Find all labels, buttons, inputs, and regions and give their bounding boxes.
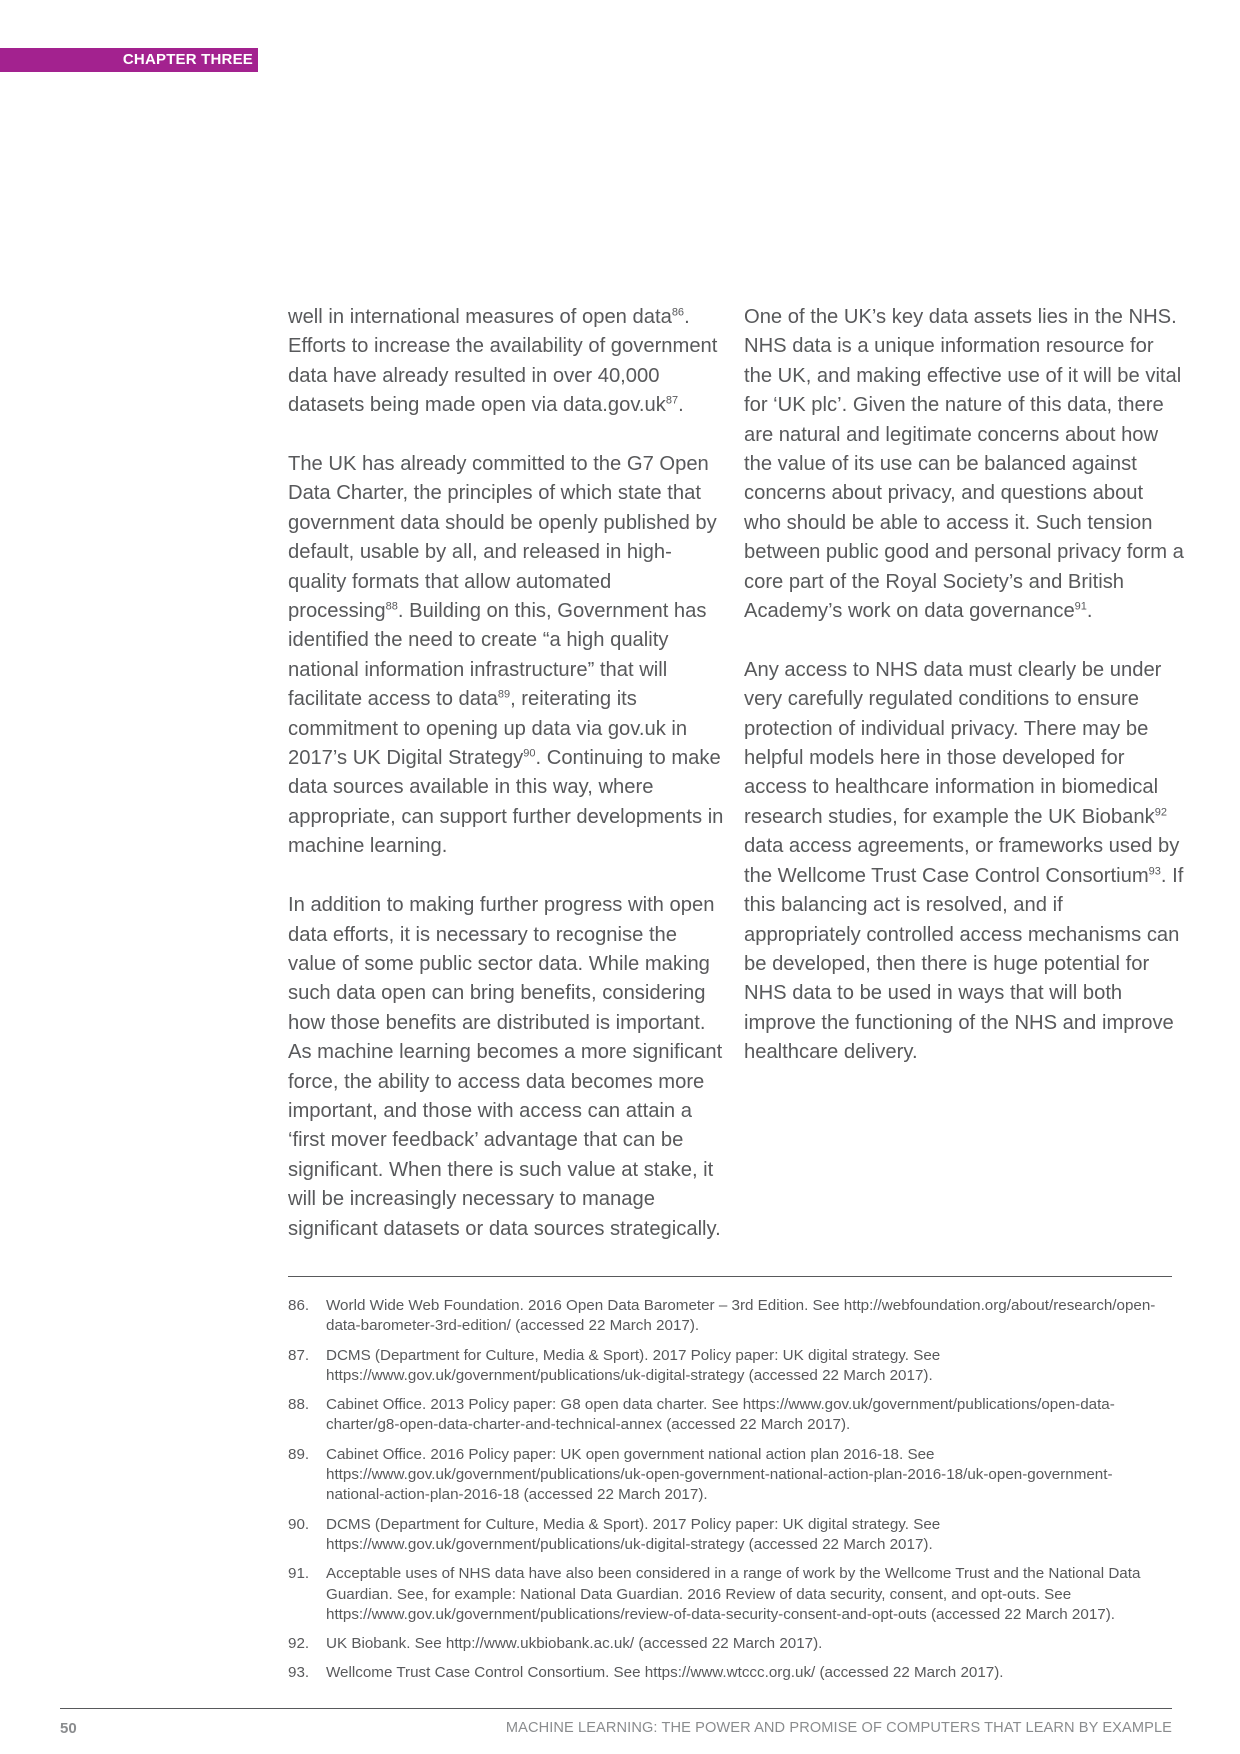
footnote-ref[interactable]: 93 [1148,865,1161,878]
footnote: 87. DCMS (Department for Culture, Media & Sport). 2017 Policy paper: UK digital strategy. See https://www.gov.uk/government/publications/uk-digital-strategy (accessed 22 March 2017). [288,1346,941,1384]
footnote-ref[interactable]: 87 [665,394,679,407]
footnote: 91. Acceptable uses of NHS data have also been considered in a range of work by the Wellcome Trust and the National Data Guardian. See, for example: National Data Guardian. 2016 Review of data security, consent, and opt-outs. See https://www.gov.uk/government/publications/review-of-data-security-consent-and-opt-outs (accessed 22 March 2017). [288,1565,1141,1623]
chapter-label: CHAPTER THREE [0,48,258,72]
footnote: 93. Wellcome Trust Case Control Consortium. See https://www.wtccc.org.uk/ (accessed 22 March 2017). [288,1664,1004,1682]
footnote: 89. Cabinet Office. 2016 Policy paper: UK open government national action plan 2016-18. See https://www.gov.uk/government/publications/uk-open-government-national-action-plan-2016-18/uk-open-government-national-action-plan-2016-18 (accessed 22 March 2017). [288,1445,1113,1504]
paragraph: In addition to making further progress with open data efforts, it is necessary to recognise the value of some public sector data. While making such data open can bring benefits, considering how those benefits are distributed is important. As machine learning becomes a more significant force, the ability to access data becomes more important, and those with access can attain a ‘first mover feedback’ advantage that can be significant. When there is such value at stake, it will be increasingly necessary to manage significant datasets or data sources strategically. [288,894,723,1240]
footnote-ref[interactable]: 86 [671,306,685,319]
footnote: 88. Cabinet Office. 2013 Policy paper: G8 open data charter. See https://www.gov.uk/government/publications/open-data-charter/g8-open-data-charter-and-technical-annex (accessed 22 March 2017). [288,1396,1115,1434]
footnote-list [288,1296,1168,1693]
paragraph: The UK has already committed to the G7 Open Data Charter, the principles of which state that government data should be openly published by default, usable by all, and released in high-quality formats that allow automated processing$^{88}$. Building on this, Government has identified the need to create “a high quality national information infrastructure” that will facilitate access to data$^{89}$, reiterating its commitment to opening up data via gov.uk in 2017’s UK Digital Strategy$^{90}$. Continuing to make data sources available in this way, where appropriate, can support further developments in machine learning. [288,453,724,858]
paragraph: well in international measures of open data$^{86}$. Efforts to increase the availability of government data have already resulted in over 40,000 datasets being made open via $data.gov.uk^{87}$. [288,306,718,417]
page-number: 50 [60,1720,77,1737]
footnote: 90. DCMS (Department for Culture, Media & Sport). 2017 Policy paper: UK digital strategy. See https://www.gov.uk/government/publications/uk-digital-strategy (accessed 22 March 2017). [288,1515,941,1553]
footnote-ref[interactable]: 89 [497,688,511,701]
footnote-ref[interactable]: 90 [523,747,536,760]
footnote-ref[interactable]: 92 [1154,806,1167,819]
paragraph: One of the UK’s key data assets lies in the NHS. NHS data is a unique information resource for the UK, and making effective use of it will be vital for ‘UK plc’. Given the nature of this data, there are natural and legitimate concerns about how the value of its use can be balanced against concerns about privacy, and questions about who should be able to access it. Such tension between public good and personal privacy form a core part of the Royal Society’s and British Academy’s work on data governance$^{91}$. [744,306,1184,623]
footnote-divider [288,1276,1172,1277]
footnote: 92. UK Biobank. See http://www.ukbiobank.ac.uk/ (accessed 22 March 2017). [288,1635,823,1653]
left-column [288,303,728,1273]
footnote-ref[interactable]: 91 [1074,600,1087,613]
footer-divider [60,1708,1172,1709]
right-column [744,303,1184,1097]
running-title: MACHINE LEARNING: THE POWER AND PROMISE OF COMPUTERS THAT LEARN BY EXAMPLE [505,1720,1172,1736]
footnote: 86. World Wide Web Foundation. 2016 Open Data Barometer – 3rd Edition. See http://webfoundation.org/about/research/open-data-barometer-3rd-edition/ (accessed 22 March 2017). [288,1297,1156,1335]
paragraph: Any access to NHS data must clearly be under very carefully regulated conditions to ensure protection of individual privacy. There may be helpful models here in those developed for access to healthcare information in biomedical research studies, for example the UK Biobank$^{92}$ data access agreements, or frameworks used by the Wellcome Trust Case Control Consortium$^{93}$. If this balancing act is resolved, and if appropriately controlled access mechanisms can be developed, then there is huge potential for NHS data to be used in ways that will both improve the functioning of the NHS and improve healthcare delivery. [744,658,1184,1064]
footnote-ref[interactable]: 88 [385,600,398,613]
